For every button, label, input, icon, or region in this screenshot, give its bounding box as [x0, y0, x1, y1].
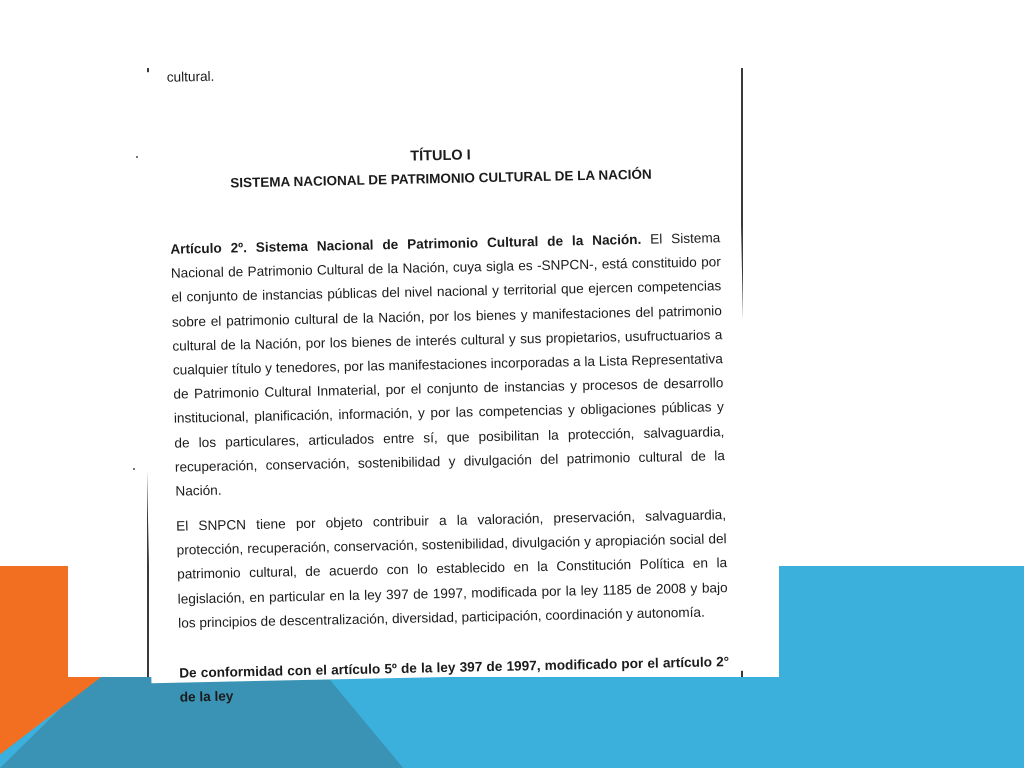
- article-2-paragraph: [170, 226, 725, 504]
- article-heading: Artículo 2º. Sistema Nacional de Patrimonio Cultural de la Nación.: [170, 231, 642, 257]
- document-title: TÍTULO I: [410, 147, 471, 165]
- previous-text-fragment: cultural.: [166, 68, 215, 85]
- scan-speck: [133, 468, 135, 470]
- conformity-paragraph: De conformidad con el artículo 5º de la ley 397 de 1997, modificado por el artículo 2° de la ley: [179, 654, 730, 705]
- article-body: El Sistema Nacional de Patrimonio Cultural de la Nación, cuya sigla es -SNPCN-, está constituido por el conjunto de instancias públicas del nivel nacional y territorial que ejercen competencias sobre el patrimonio cultural de la Nación, por los bienes y manifestaciones del patrimonio cultural de la Nación, por los bienes de interés cultural y sus propietarios, usufructuarios a cualquier título y tenedores, por las manifestaciones incorporadas a la Lista Representativa de Patrimonio Cultural Inmaterial, por el conjunto de instancias y procesos de desarrollo institucional, planificación, información, y por las competencias y obligaciones públicas y de los particulares, articulados entre sí, que posibilitan la protección, salvaguardia, recuperación, conservación, sostenibilidad y divulgación del patrimonio cultural de la Nación.: [170, 230, 725, 499]
- snpcn-objective-paragraph: El SNPCN tiene por objeto contribuir a la valoración, preservación, salvaguardia, protección, recuperación, conservación, sostenibilidad, divulgación y apropiación social del patrimonio cultural, de acuerdo con lo establecido en la Constitución Política en la legislación, en particular en la ley 397 de 1997, modificada por la ley 1185 de 2008 y bajo los principios de descentralización, diversidad, participación, coordinación y autonomía.: [176, 507, 728, 631]
- document-subtitle: SISTEMA NACIONAL DE PATRIMONIO CULTURAL DE LA NACIÓN: [230, 166, 652, 191]
- scan-speck: [136, 156, 138, 158]
- scanned-document: [139, 60, 751, 705]
